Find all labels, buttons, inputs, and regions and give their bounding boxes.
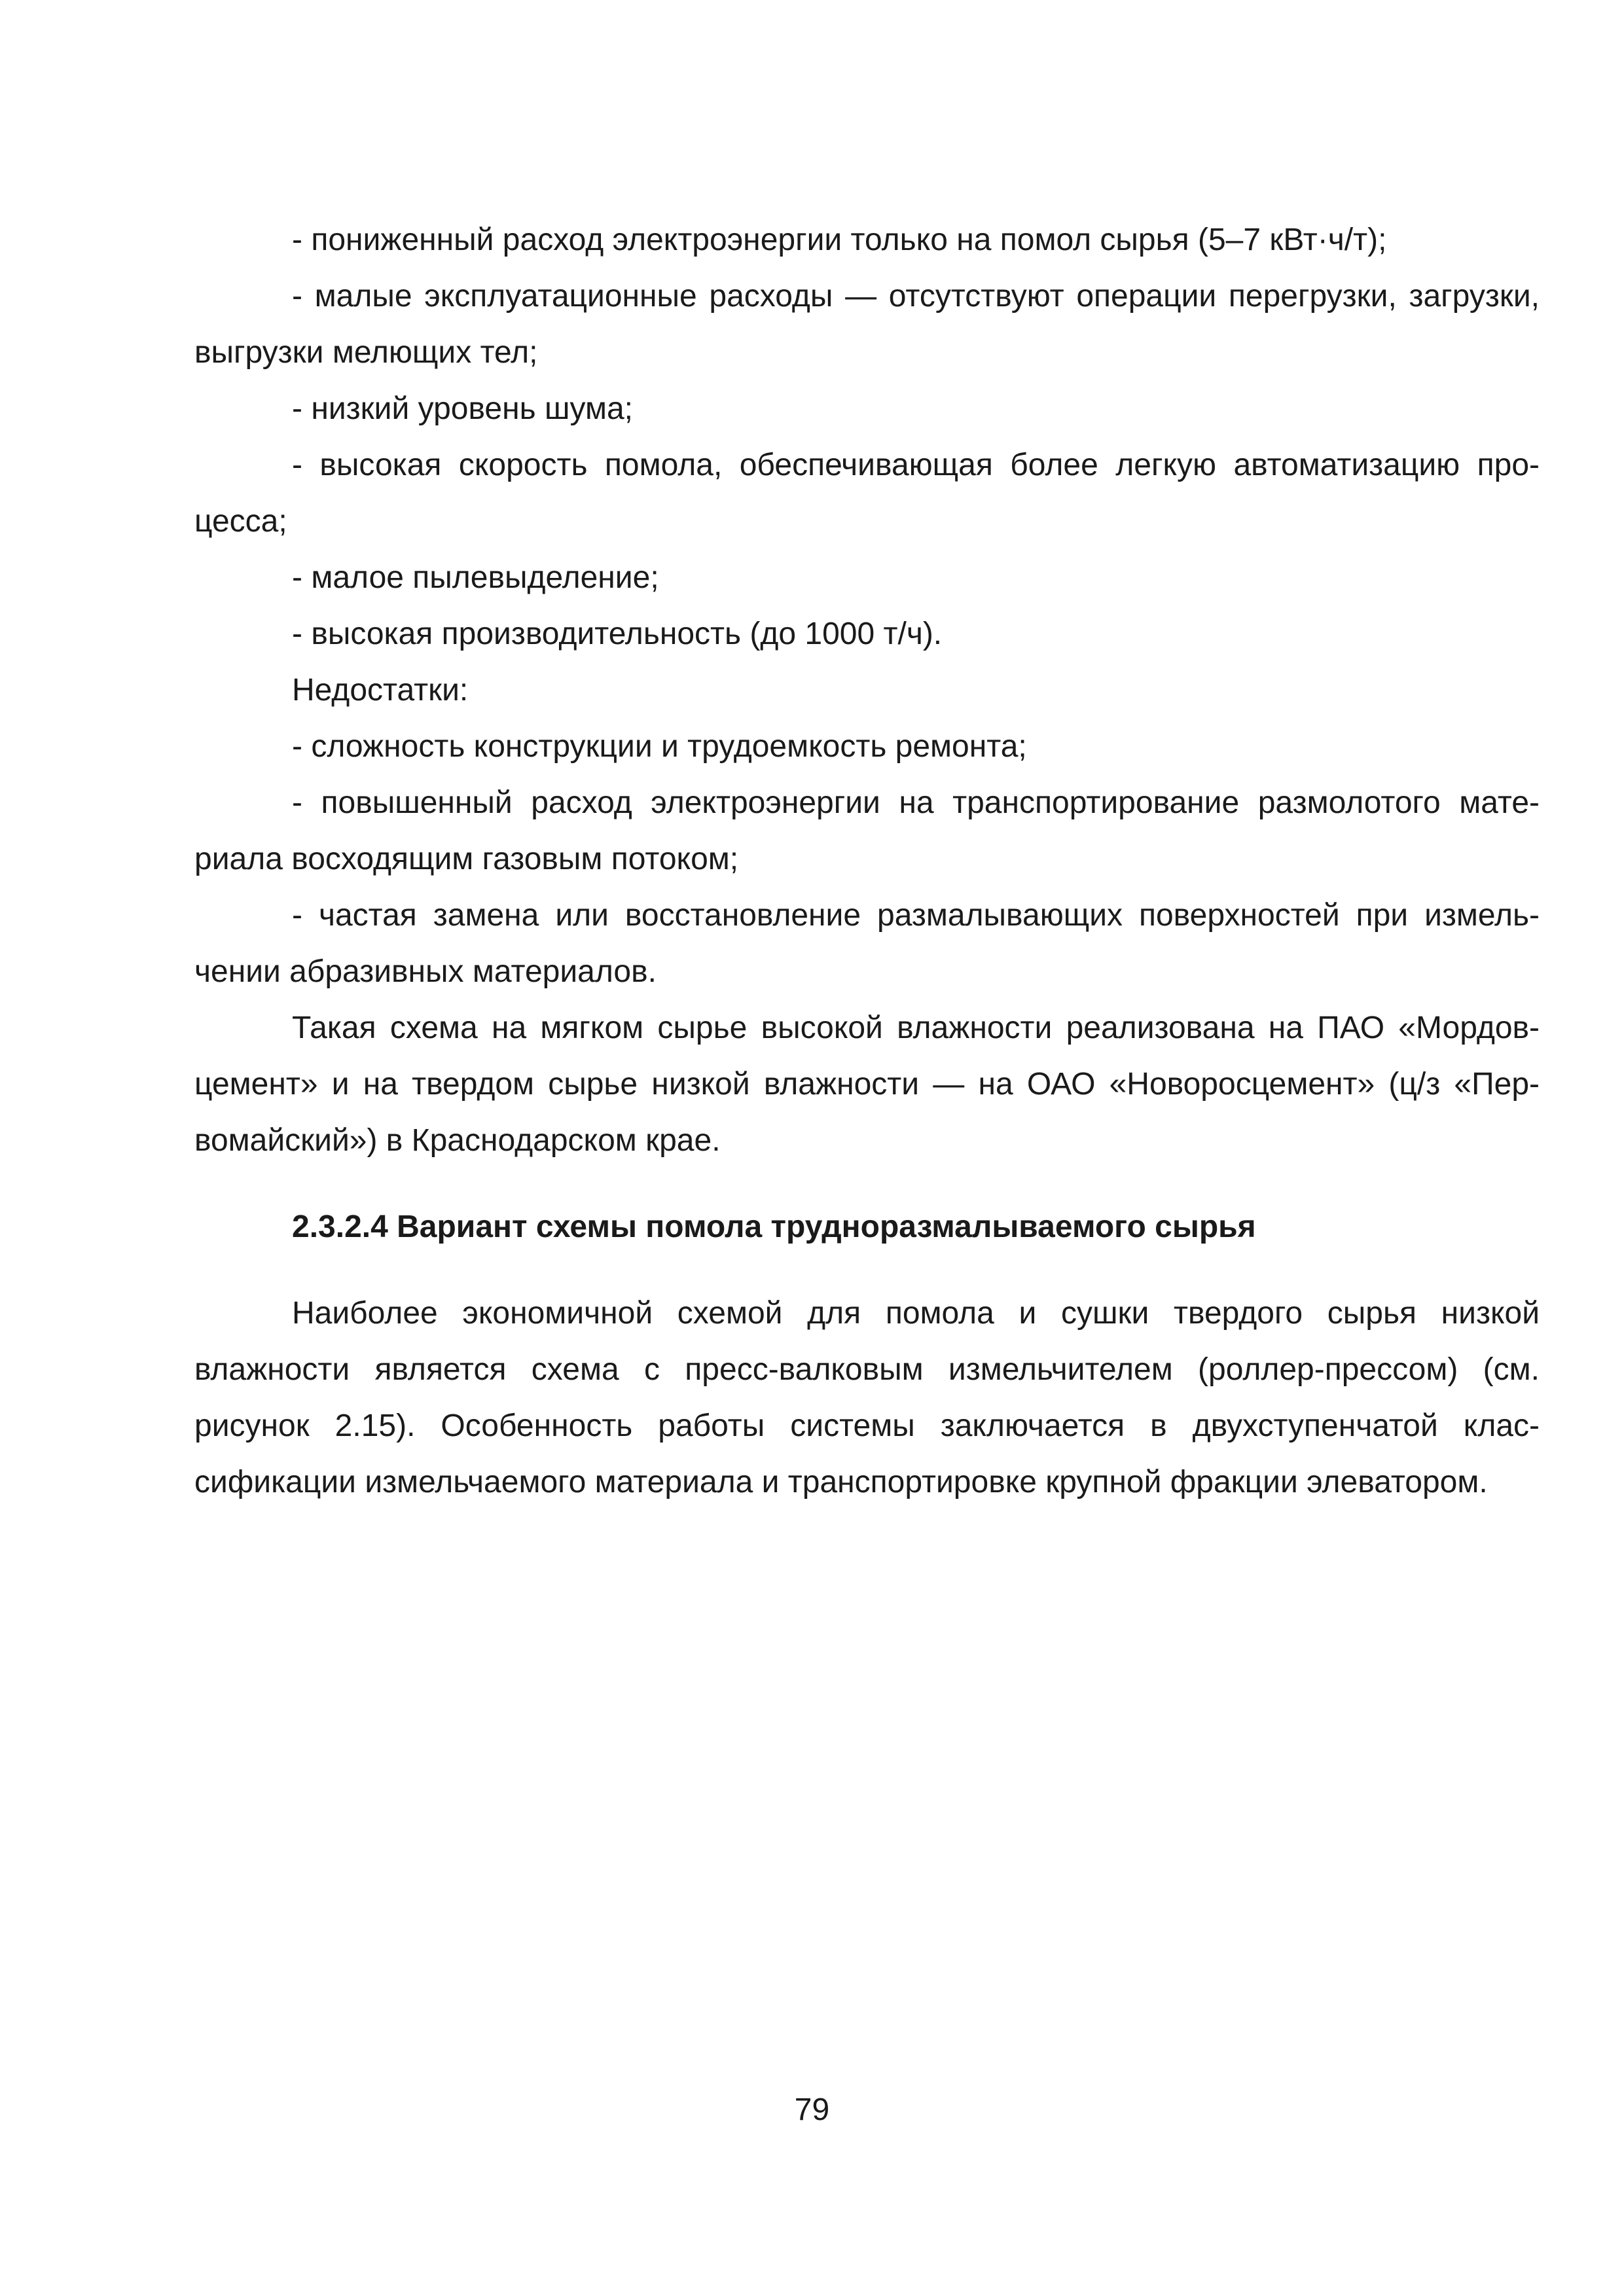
implementation-paragraph: Такая схема на мягком сырье высокой влажности реализована на ПАО «Мордовцемент» и на твердом сырье низкой влажности — на ОАО «Новоросцемент» (ц/з «Первомайский») в Краснодарском крае. (194, 1011, 1540, 1158)
page-number: 79 (794, 2092, 830, 2127)
disadvantage-item: - повышенный расход электроэнергии на транспортирование размолотого материала восходящим газовым потоком; (194, 785, 1540, 876)
disadvantages-label: Недостатки: (292, 673, 469, 708)
body-text-upper (194, 212, 1540, 1169)
section-heading: 2.3.2.4 Вариант схемы помола трудноразмалываемого сырья (292, 1210, 1256, 1244)
advantage-item: - низкий уровень шума; (292, 391, 633, 426)
advantage-item: - малые эксплуатационные расходы — отсутствуют операции перегрузки, загрузки, выгрузки мелющих тел; (194, 279, 1540, 370)
advantage-item: - высокая скорость помола, обеспечивающая более легкую автоматизацию процесса; (194, 448, 1540, 539)
advantage-item: - пониженный расход электроэнергии только на помол сырья (5–7 кВт·ч/т); (292, 223, 1387, 257)
disadvantage-item: - частая замена или восстановление размалывающих поверхностей при измельчении абразивных материалов. (194, 898, 1540, 989)
body-text-lower (194, 1285, 1540, 1511)
advantage-item: - малое пылевыделение; (292, 560, 659, 595)
advantage-item: - высокая производительность (до 1000 т/ч). (292, 617, 943, 651)
disadvantage-item: - сложность конструкции и трудоемкость ремонта; (292, 729, 1027, 764)
section-paragraph: Наиболее экономичной схемой для помола и сушки твердого сырья низкой влажности является схема с пресс-валковым измельчителем (роллер-прессом) (см. рисунок 2.15). Особенность работы системы заключается в двухступенчатой классификации измельчаемого материала и транспортировке крупной фракции элеватором. (194, 1296, 1540, 1499)
